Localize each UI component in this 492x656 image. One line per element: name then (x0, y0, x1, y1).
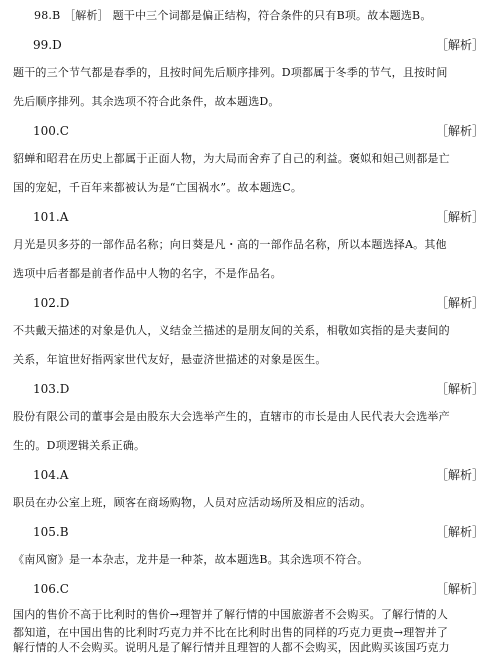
answer-number: 102.D (33, 296, 70, 310)
explanation-text: 关系，年谊世好指两家世代友好，悬壶济世描述的对象是医生。 (13, 353, 327, 366)
answer-number: 99.D (33, 38, 62, 52)
explanation-text: 股份有限公司的董事会是由股东大会选举产生的，直辖市的市长是由人民代表大会选举产 (13, 410, 450, 423)
answer-98-text: 98.B ［解析］ 题干中三个词都是偏正结构，符合条件的只有B项。故本题选B。 (34, 9, 432, 22)
explanation-text: 都知道，在中国出售的比利时巧克力并不比在比利时出售的同样的巧克力更贵→理智并了 (13, 626, 449, 639)
explanation-text: 解行情的人不会购买。说明凡是了解行情并且理智的人都不会购买，因此购买该国巧克力 (13, 641, 450, 654)
answer-number: 104.A (33, 468, 69, 482)
explanation-text: 生的。D项逻辑关系正确。 (13, 439, 146, 452)
explanation-text: 国内的售价不高于比利时的售价→理智并了解行情的中国旅游者不会购买。了解行情的人 (13, 608, 449, 621)
analysis-tag: ［解析］ (435, 525, 484, 539)
explanation-text: 职员在办公室上班，顾客在商场购物，人员对应活动场所及相应的活动。 (13, 496, 372, 509)
answer-number: 103.D (33, 382, 70, 396)
analysis-tag: ［解析］ (435, 38, 484, 52)
explanation-text: 不共戴天描述的对象是仇人，义结金兰描述的是朋友间的关系，相敬如宾指的是夫妻间的 (13, 324, 450, 337)
explanation-text: 月光是贝多芬的一部作品名称；向日葵是凡・高的一部作品名称，所以本题选择A。其他 (13, 238, 447, 251)
answer-number: 106.C (33, 582, 69, 596)
analysis-tag: ［解析］ (435, 382, 484, 396)
analysis-tag: ［解析］ (435, 296, 484, 310)
explanation-text: 《南风窗》是一本杂志，龙井是一种茶，故本题选B。其余选项不符合。 (13, 553, 369, 566)
analysis-tag: ［解析］ (435, 124, 484, 138)
explanation-text: 先后顺序排列。其余选项不符合此条件，故本题选D。 (13, 95, 280, 108)
answer-number: 105.B (33, 525, 69, 539)
analysis-tag: ［解析］ (435, 210, 484, 224)
explanation-text: 国的宠妃，千百年来都被认为是“亡国祸水”。故本题选C。 (13, 181, 303, 194)
explanation-text: 貂蝉和昭君在历史上都属于正面人物，为大局而舍弃了自己的利益。褒姒和妲己则都是亡 (13, 152, 450, 165)
explanation-text: 题干的三个节气都是春季的，且按时间先后顺序排列。D项都属于冬季的节气，且按时间 (13, 66, 448, 79)
analysis-tag: ［解析］ (435, 468, 484, 482)
analysis-tag: ［解析］ (435, 582, 484, 596)
explanation-text: 选项中后者都是前者作品中人物的名字，不是作品名。 (13, 267, 282, 280)
answer-number: 101.A (33, 210, 69, 224)
answer-number: 100.C (33, 124, 69, 138)
